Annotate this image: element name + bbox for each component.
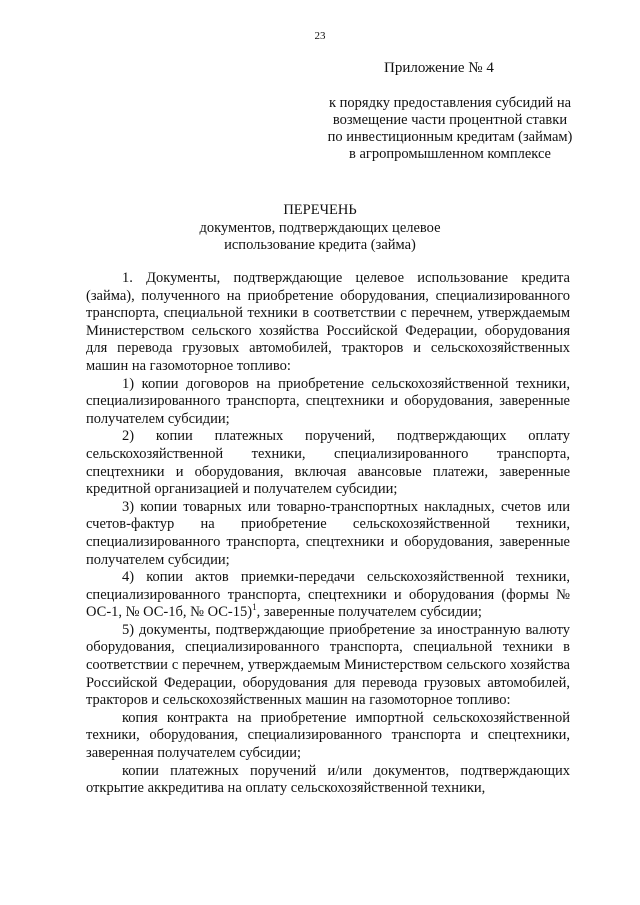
appendix-title: Приложение № 4	[384, 60, 494, 76]
page-number: 23	[314, 30, 326, 42]
paragraph-1: 1. Документы, подтверждающие целевое использование кредита (займа), полученного на приобретение оборудования, специализированного транспорта, специальной техники в соответствии с перечнем, утверждаемым Министерством сельского хозяйства Российской Федерации, оборудования для перевода грузовых автомобилей, тракторов и сельскохозяйственных машин на газомоторное топливо:	[86, 270, 570, 374]
appendix-subtitle-line: в агропромышленном комплексе	[348, 146, 551, 162]
appendix-subtitle-line: по инвестиционным кредитам (займам)	[327, 129, 573, 145]
paragraph-1-item-3: 3) копии товарных или товарно-транспортных накладных, счетов или счетов-фактур на приобретение сельскохозяйственной техники, специализированного транспорта, спецтехники и оборудования, заверенные получателем субсидии;	[86, 498, 570, 568]
paragraph-1-item-4	[86, 569, 570, 622]
paragraph-1-item-4-tail: , заверенные получателем субсидии;	[256, 604, 482, 621]
paragraph-1-item-5-payments: копии платежных поручений и/или документов, подтверждающих открытие аккредитива на оплату сельскохозяйственной техники,	[86, 762, 570, 797]
document-subtitle-line: документов, подтверждающих целевое	[199, 219, 441, 236]
paragraph-1-item-5: 5) документы, подтверждающие приобретение за иностранную валюту оборудования, специализированного транспорта, специальной техники в соответствии с перечнем, утверждаемым Министерством сельского хозяйства Российской Федерации, оборудования для перевода грузовых автомобилей, тракторов и сельскохозяйственных машин на газомоторное топливо:	[86, 621, 570, 709]
appendix-subtitle	[300, 95, 600, 163]
paragraph-1-item-4-text: 4) копии актов приемки-передачи сельскохозяйственной техники, специализированного транспорта, спецтехники и оборудования (формы № ОС-1, № ОС-1б, № ОС-15)	[86, 569, 570, 621]
document-title: ПЕРЕЧЕНЬ	[283, 202, 357, 218]
footnote-marker: 1	[252, 602, 257, 613]
paragraph-1-item-2: 2) копии платежных поручений, подтверждающих оплату сельскохозяйственной техники, специализированного транспорта, спецтехники и оборудования, включая авансовые платежи, заверенные кредитной организацией и получателем субсидии;	[86, 428, 570, 498]
appendix-subtitle-line: к порядку предоставления субсидий на	[328, 95, 572, 111]
paragraph-1-item-1: 1) копии договоров на приобретение сельскохозяйственной техники, специализированного транспорта, спецтехники и оборудования, заверенные получателем субсидии;	[86, 375, 570, 427]
document-body	[86, 270, 570, 798]
appendix-subtitle-line: возмещение части процентной ставки	[332, 112, 568, 128]
paragraph-1-item-5-contract: копия контракта на приобретение импортной сельскохозяйственной техники, оборудования, специализированного транспорта и спецтехники, заверенная получателем субсидии;	[86, 709, 570, 762]
document-subtitle-line: использование кредита (займа)	[224, 237, 416, 253]
document-heading	[0, 202, 640, 255]
